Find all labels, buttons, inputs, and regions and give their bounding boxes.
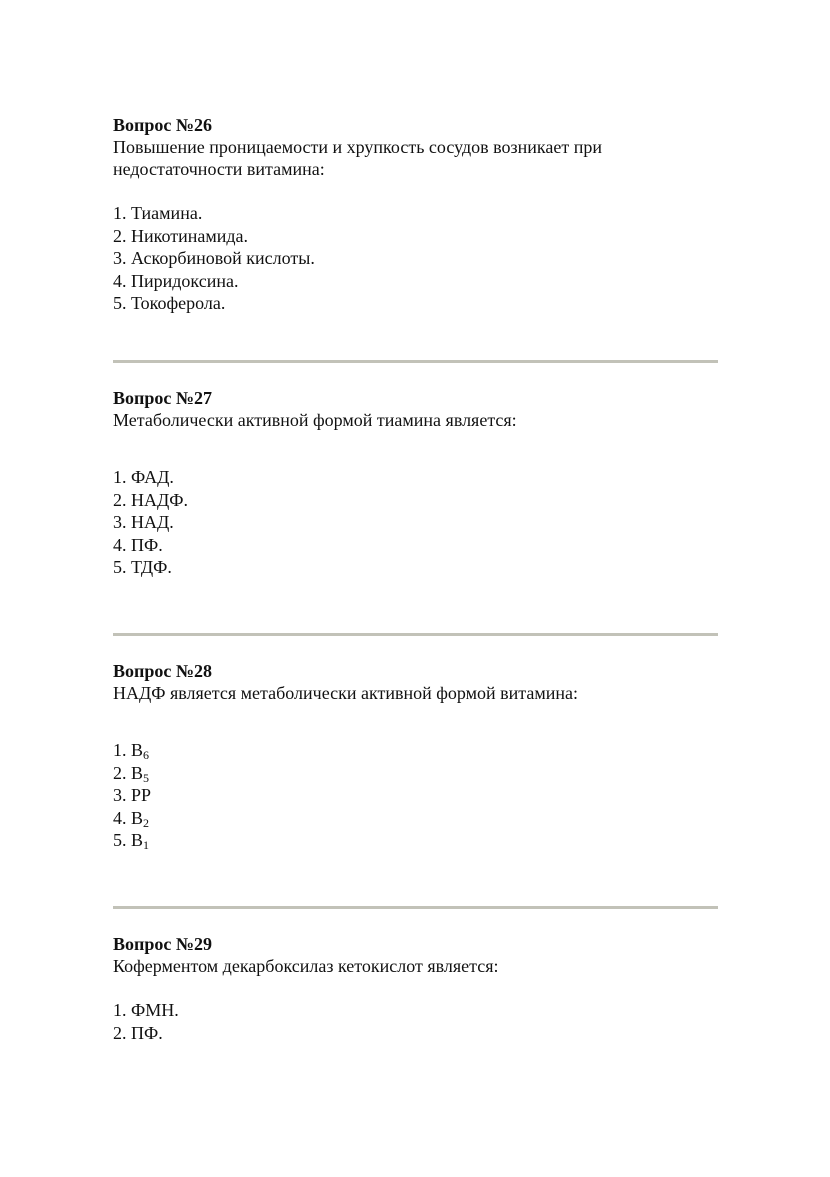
answer-option: 1. ФАД. — [113, 467, 174, 487]
question-text: НАДФ является метаболически активной формой витамина: — [113, 683, 579, 703]
option-text: 2. B — [113, 762, 144, 783]
option-text: 3. PP — [113, 785, 152, 805]
option-subscript: 1 — [143, 838, 150, 852]
answer-option: 1. ФМН. — [113, 1000, 179, 1020]
answer-option: 3. Аскорбиновой кислоты. — [113, 248, 315, 268]
answer-option: 2. Никотинамида. — [113, 225, 249, 246]
answer-option — [113, 807, 718, 830]
answer-option: 4. ПФ. — [113, 534, 163, 555]
answer-option: 5. Токоферола. — [113, 293, 226, 313]
question-26 — [113, 114, 718, 315]
question-29 — [113, 933, 718, 1044]
divider — [113, 633, 718, 636]
option-text: 4. B — [113, 807, 144, 828]
answer-option: 4. Пиридоксина. — [113, 270, 239, 291]
answer-option — [113, 739, 718, 762]
answer-option — [113, 829, 718, 852]
option-subscript: 5 — [143, 770, 150, 785]
divider — [113, 906, 718, 909]
answer-option: 2. НАДФ. — [113, 489, 188, 510]
question-title: Вопрос №26 — [113, 115, 212, 135]
divider — [113, 360, 718, 363]
question-27 — [113, 387, 718, 579]
answer-option: 2. ПФ. — [113, 1022, 163, 1043]
question-title: Вопрос №27 — [113, 388, 212, 408]
answer-option: 3. НАД. — [113, 512, 174, 532]
option-subscript: 2 — [143, 815, 150, 830]
answer-options — [113, 739, 718, 852]
answer-option — [113, 784, 718, 807]
answer-option: 1. Тиамина. — [113, 203, 203, 223]
option-text: 5. B — [113, 830, 144, 850]
answer-option — [113, 762, 718, 785]
answer-option: 5. ТДФ. — [113, 557, 172, 577]
answer-options — [113, 466, 718, 579]
question-text: Повышение проницаемости и хрупкость сосудов возникает при недостаточности витамина: — [113, 137, 602, 179]
question-28 — [113, 660, 718, 852]
question-title: Вопрос №29 — [113, 934, 212, 954]
option-subscript: 6 — [143, 748, 150, 762]
question-title: Вопрос №28 — [113, 661, 212, 681]
question-text: Метаболически активной формой тиамина является: — [113, 410, 517, 430]
option-text: 1. B — [113, 740, 144, 760]
answer-options — [113, 999, 718, 1044]
question-text: Коферментом декарбоксилаз кетокислот является: — [113, 956, 499, 976]
answer-options — [113, 202, 718, 315]
